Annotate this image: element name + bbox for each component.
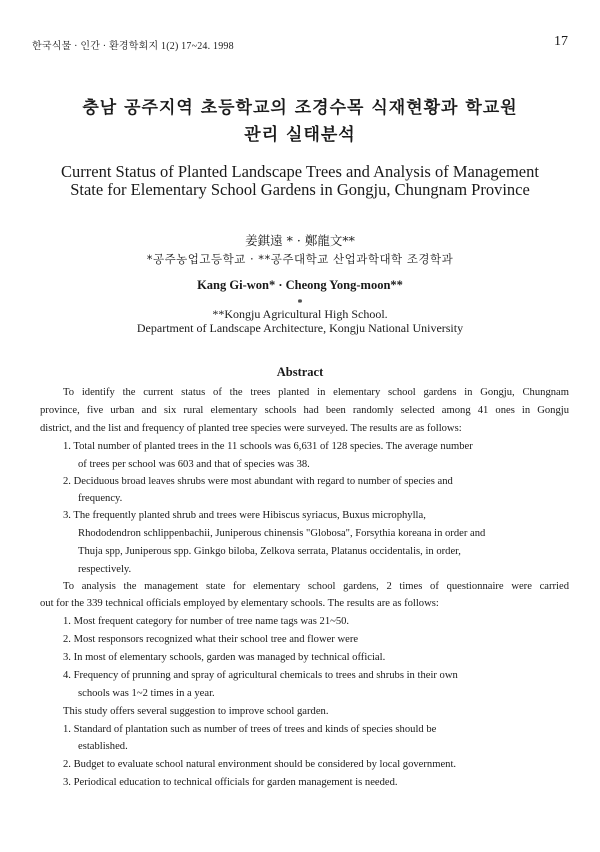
abstract-line: 2. Deciduous broad leaves shrubs were most abundant with regard to number of species and (63, 476, 453, 487)
abstract-line: 3. In most of elementary schools, garden was managed by technical official. (63, 652, 386, 663)
korean-affiliation: *공주농업고등학교 · **공주대학교 산업과학대학 조경학과 (146, 252, 454, 266)
abstract-line: frequency. (78, 493, 123, 504)
abstract-line: established. (78, 741, 128, 752)
abstract-line: 4. Frequency of prunning and spray of agricultural chemicals to trees and shrubs in their own (63, 670, 458, 681)
english-title-line-1: Current Status of Planted Landscape Trees and Analysis of Management (61, 162, 539, 181)
page-number: 17 (554, 34, 568, 49)
abstract-line: 2. Most responsors recognized what their school tree and flower were (63, 634, 359, 645)
abstract-line: Thuja spp, Juniperous spp. Ginkgo biloba, Zelkova serrata, Platanus occidentalis, in order, (78, 546, 461, 557)
abstract-line: 3. The frequently planted shrub and trees were Hibiscus syriacus, Buxus microphylla, (63, 510, 426, 521)
abstract-line: 1. Total number of planted trees in the 11 schools was 6,631 of 128 species. The average number (63, 441, 473, 452)
korean-authors: 姜錤遠 * · 鄭龍文** (245, 233, 355, 248)
abstract-line: 1. Most frequent category for number of tree name tags was 21~50. (63, 616, 350, 627)
abstract-line: district, and the list and frequency of planted tree species were surveyed. The results are as follows: (40, 423, 462, 434)
abstract-line: To analysis the management state for elementary school gardens, 2 times of questionnaire were carried (63, 581, 569, 592)
abstract-heading: Abstract (276, 365, 324, 379)
abstract-line: Rhododendron schlippenbachii, Juniperous chinensis "Globosa", Forsythia koreana in order and (78, 528, 486, 539)
korean-title-line-1: 충남 공주지역 초등학교의 조경수목 식재현황과 학교원 (82, 98, 518, 118)
abstract-line: out for the 339 technical officials employed by elementary schools. The results are as follows: (40, 598, 439, 609)
abstract-line: This study offers several suggestion to improve school garden. (63, 706, 329, 717)
abstract-line: 2. Budget to evaluate school natural environment should be considered by local government. (63, 759, 457, 770)
abstract-line: respectively. (78, 564, 132, 575)
english-authors: Kang Gi-won* · Cheong Yong-moon** (197, 278, 403, 292)
english-title-line-2: State for Elementary School Gardens in Gongju, Chungnam Province (70, 180, 530, 199)
abstract-line: 1. Standard of plantation such as number of trees of trees and kinds of species should be (63, 724, 437, 735)
abstract-line: of trees per school was 603 and that of species was 38. (78, 459, 310, 470)
english-affiliation-1: **Kongju Agricultural High School. (212, 307, 388, 321)
abstract-line: 3. Periodical education to technical officials for garden management is needed. (63, 777, 398, 788)
abstract-line: schools was 1~2 times in a year. (78, 688, 215, 699)
abstract-line: province, five urban and six rural elementary schools had been randomly selected among 41 ones in Gongju (40, 405, 569, 416)
affiliation-marker: * (297, 298, 303, 309)
running-header: 한국식물 · 인간 · 환경학회지 1(2) 17~24. 1998 (32, 41, 234, 52)
english-affiliation-2: Department of Landscape Architecture, Kongju National University (136, 321, 464, 335)
abstract-line: To identify the current status of the trees planted in elementary school gardens in Gongju, Chungnam (63, 387, 569, 398)
korean-title-line-2: 관리 실태분석 (244, 125, 356, 145)
